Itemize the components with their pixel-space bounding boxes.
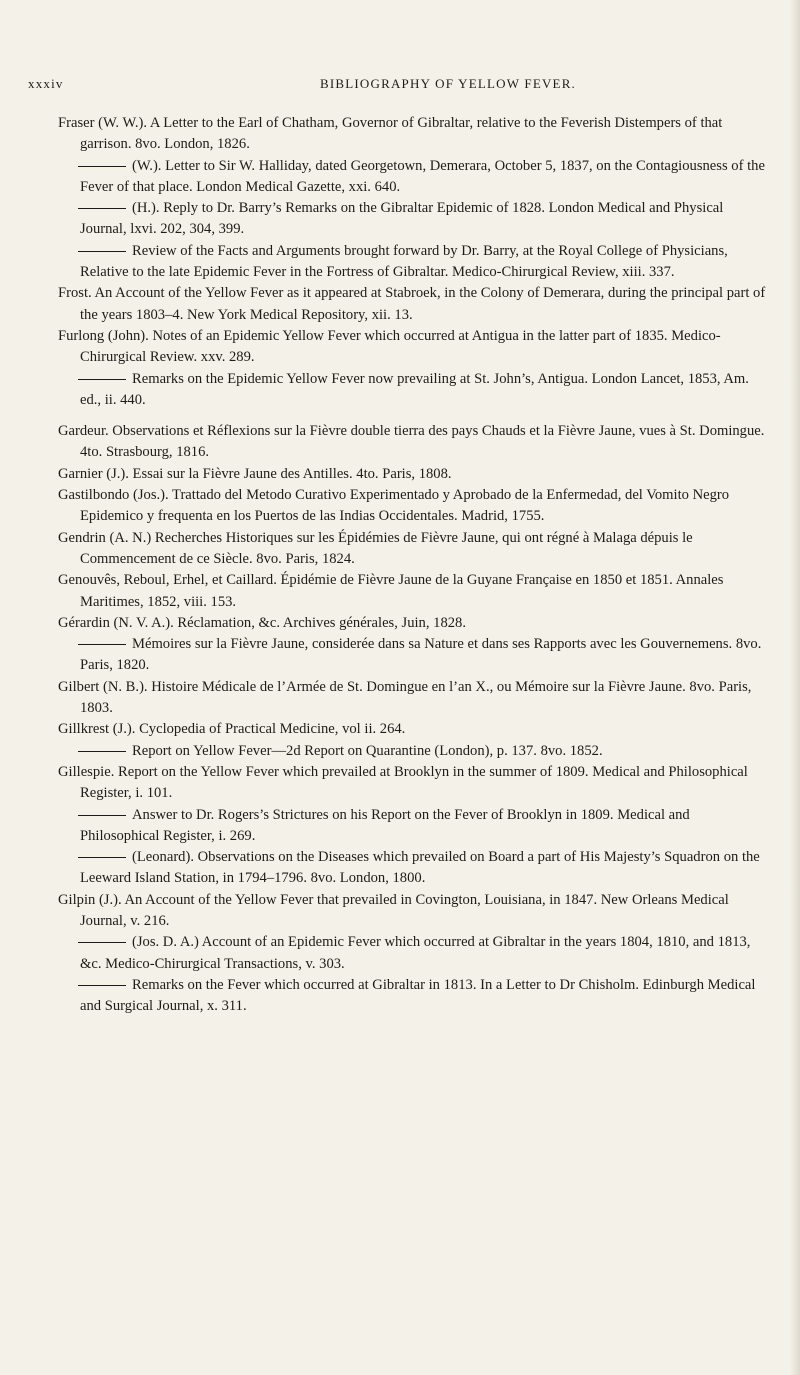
entry-text: Garnier (J.). Essai sur la Fièvre Jaune des Antilles. 4to. Paris, 1808.: [58, 465, 452, 482]
ditto-dash: [78, 166, 126, 167]
entry-text: Gastilbondo (Jos.). Trattado del Metodo Curativo Experimentado y Aprobado de la Enfermedad, del Vomito Negro Epidemico y frequenta en los Puertos de las Indias Occidentales. Madrid, 1755.: [58, 487, 730, 525]
bibliography-entry: [58, 570, 770, 613]
entry-text: Remarks on the Epidemic Yellow Fever now prevailing at St. John’s, Antigua. London Lancet, 1853, Am. ed., ii. 440.: [80, 370, 749, 408]
ditto-dash: [78, 208, 126, 209]
bibliography-entry: [58, 326, 770, 369]
entry-text: (Leonard). Observations on the Diseases which prevailed on Board a part of His Majesty’s Squadron on the Leeward Island Station, in 1794–1796. 8vo. London, 1800.: [80, 849, 760, 887]
entry-text: Gillkrest (J.). Cyclopedia of Practical Medicine, vol ii. 264.: [58, 721, 406, 738]
entry-text: Gérardin (N. V. A.). Réclamation, &c. Archives générales, Juin, 1828.: [58, 614, 466, 631]
entry-text: (H.). Reply to Dr. Barry’s Remarks on the Gibraltar Epidemic of 1828. London Medical and Physical Journal, lxvi. 202, 304, 399.: [80, 200, 724, 238]
entry-text: Gilpin (J.). An Account of the Yellow Fever that prevailed in Covington, Louisiana, in 1847. New Orleans Medical Journal, v. 216.: [58, 891, 729, 929]
bibliography-entry: [58, 464, 770, 485]
entry-text: Gendrin (A. N.) Recherches Historiques sur les Épidémies de Fièvre Jaune, qui ont régné à Malaga dépuis le Commencement de ce Siècle. 8vo. Paris, 1824.: [58, 529, 693, 567]
ditto-dash: [78, 815, 126, 816]
bibliography-subentry: [58, 932, 770, 975]
ditto-dash: [78, 379, 126, 380]
entry-text: Review of the Facts and Arguments brought forward by Dr. Barry, at the Royal College of Physicians, Relative to the late Epidemic Fever in the Fortress of Gibraltar. Medico-Chirurgical Review, xiii. 337.: [80, 242, 728, 281]
ditto-dash: [78, 251, 126, 252]
bibliography-entry: [58, 677, 770, 720]
entry-text: Gardeur. Observations et Réflexions sur la Fièvre double tierra des pays Chauds et la Fièvre Jaune, vues à St. Domingue. 4to. Strasbourg, 1816.: [58, 423, 765, 461]
entry-text: Answer to Dr. Rogers’s Strictures on his Report on the Fever of Brooklyn in 1809. Medical and Philosophical Register, i. 269.: [80, 806, 690, 844]
bibliography-entry: [58, 762, 770, 805]
entry-text: Gilbert (N. B.). Histoire Médicale de l’Armée de St. Domingue en l’an X., ou Mémoire sur la Fièvre Jaune. 8vo. Paris, 1803.: [58, 678, 752, 717]
bibliography-subentry: [58, 847, 770, 890]
bibliography-entry: [58, 890, 770, 933]
ditto-dash: [78, 644, 126, 645]
entry-text: (Jos. D. A.) Account of an Epidemic Fever which occurred at Gibraltar in the years 1804, 1810, and 1813, &c. Medico-Chirurgical Transactions, v. 303.: [80, 934, 751, 972]
bibliography-entry: [58, 283, 770, 326]
running-header: [28, 76, 768, 100]
bibliography-list: [58, 113, 770, 1017]
entry-text: Frost. An Account of the Yellow Fever as it appeared at Stabroek, in the Colony of Demerara, during the principal part of the years 1803–4. New York Medical Repository, xii. 13.: [58, 285, 766, 323]
bibliography-subentry: [58, 741, 770, 762]
ditto-dash: [78, 857, 126, 858]
entry-text: Fraser (W. W.). A Letter to the Earl of Chatham, Governor of Gibraltar, relative to the Feverish Distempers of that garrison. 8vo. London, 1826.: [58, 115, 723, 153]
entry-text: Report on Yellow Fever—2d Report on Quarantine (London), p. 137. 8vo. 1852.: [132, 742, 603, 759]
bibliography-subentry: [58, 241, 770, 284]
bibliography-subentry: [58, 198, 770, 241]
ditto-dash: [78, 751, 126, 752]
bibliography-subentry: [58, 369, 770, 412]
entry-text: Genouvês, Reboul, Erhel, et Caillard. Épidémie de Fièvre Jaune de la Guyane Française en 1850 et 1851. Annales Maritimes, 1852, viii. 153.: [58, 572, 724, 610]
bibliography-entry: [58, 421, 770, 464]
bibliography-subentry: [58, 156, 770, 199]
bibliography-entry: [58, 528, 770, 571]
running-title: BIBLIOGRAPHY OF YELLOW FEVER.: [319, 76, 577, 91]
bibliography-subentry: [58, 805, 770, 848]
bibliography-entry: [58, 113, 770, 156]
bibliography-entry: [58, 719, 770, 740]
page-edge-shadow: [790, 0, 800, 1375]
entry-text: Gillespie. Report on the Yellow Fever which prevailed at Brooklyn in the summer of 1809. Medical and Philosophical Register, i. 101.: [58, 763, 748, 802]
entry-text: Furlong (John). Notes of an Epidemic Yellow Fever which occurred at Antigua in the latter part of 1835. Medico-Chirurgical Review. xxv. 289.: [58, 327, 721, 366]
page-number: xxxiv: [28, 76, 64, 91]
ditto-dash: [78, 942, 126, 943]
bibliography-entry: [58, 613, 770, 634]
entry-text: (W.). Letter to Sir W. Halliday, dated Georgetown, Demerara, October 5, 1837, on the Contagiousness of the Fever of that place. London Medical Gazette, xxi. 640.: [80, 157, 765, 195]
bibliography-subentry: [58, 634, 770, 677]
bibliography-subentry: [58, 975, 770, 1018]
ditto-dash: [78, 985, 126, 986]
entry-text: Mémoires sur la Fièvre Jaune, considerée dans sa Nature et dans ses Rapports avec les Gouvernemens. 8vo. Paris, 1820.: [80, 636, 762, 674]
bibliography-entry: [58, 485, 770, 528]
entry-text: Remarks on the Fever which occurred at Gibraltar in 1813. In a Letter to Dr Chisholm. Edinburgh Medical and Surgical Journal, x. 311.: [80, 976, 756, 1015]
